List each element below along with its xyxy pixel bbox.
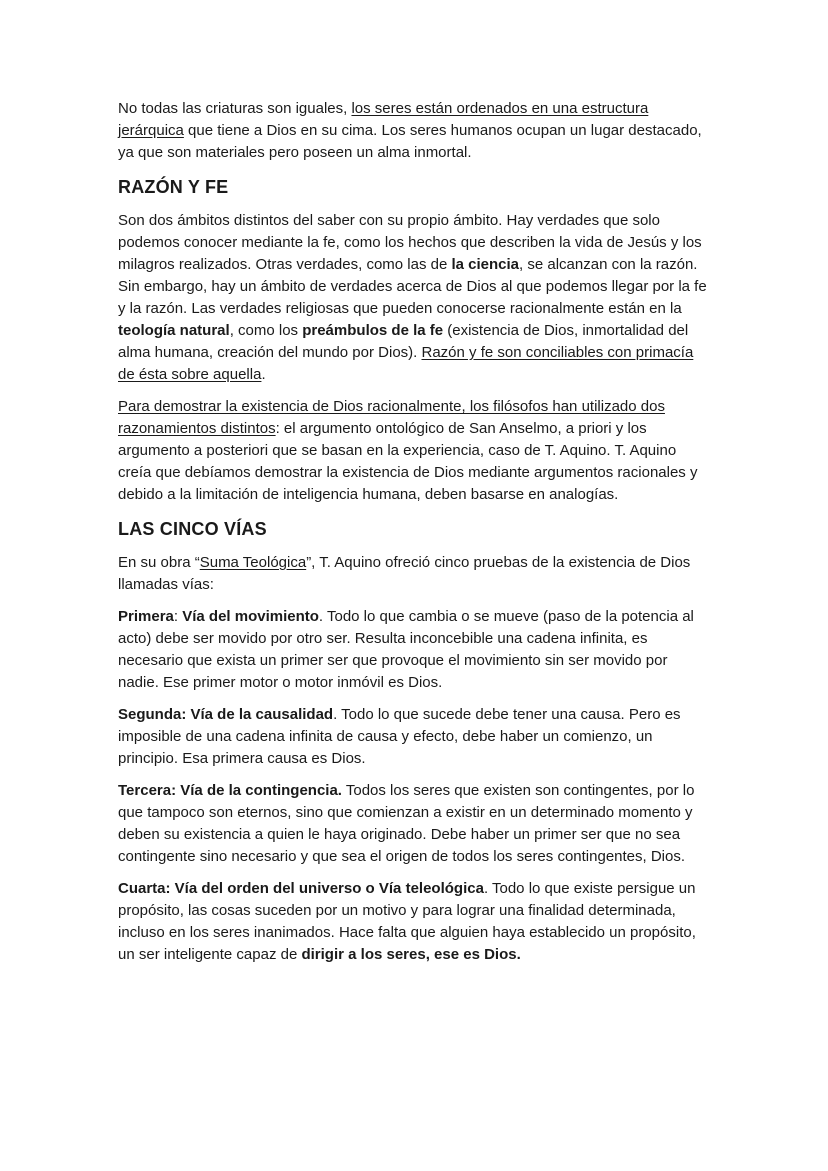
- paragraph-demostracion: [118, 396, 710, 506]
- text: ”, T. Aquino ofreció cinco pruebas de la existencia de Dios llamadas vías:: [118, 554, 691, 593]
- bold-text: teología natural: [118, 322, 230, 339]
- text: En su obra “: [118, 554, 200, 571]
- text: (existencia de Dios, inmortalidad del alma humana, creación del mundo por Dios).: [118, 322, 689, 361]
- underlined-text: los seres están ordenados en una estructura jerárquica: [118, 100, 649, 139]
- bold-text: Cuarta: Vía del orden del universo o Vía teleológica: [118, 880, 484, 897]
- text: No todas las criaturas son iguales,: [118, 100, 352, 117]
- text: : el argumento ontológico de San Anselmo, a priori y los argumento a posteriori que se basan en la experiencia, caso de T. Aquino. T. Aquino creía que debíamos demostrar la existencia de Dios mediante argumentos racionales y debido a la limitación de inteligencia humana, deben basarse en analogías.: [118, 420, 698, 503]
- underlined-text: Razón y fe son conciliables con primacía de ésta sobre aquella: [118, 344, 694, 383]
- text: . Todo lo que existe persigue un propósito, las cosas suceden por un motivo y para lograr una finalidad determinada, incluso en los seres inanimados. Hace falta que alguien haya establecido un propósito, un ser inteligente capaz de: [118, 880, 696, 963]
- bold-text: Segunda: Vía de la causalidad: [118, 706, 334, 723]
- paragraph-suma-teologica: [118, 552, 710, 596]
- text: Son dos ámbitos distintos del saber con su propio ámbito. Hay verdades que solo podemos conocer mediante la fe, como los hechos que describen la vida de Jesús y los milagros realizados. Otras verdades, como las de: [118, 212, 702, 273]
- text: :: [173, 608, 183, 625]
- text: , como los: [229, 322, 303, 339]
- underlined-text: Para demostrar la existencia de Dios racionalmente, los filósofos han utilizado dos razonamientos distintos: [118, 398, 665, 437]
- paragraph-jerarquia: [118, 98, 710, 164]
- paragraph-segunda-via: [118, 704, 710, 770]
- text: , se alcanzan con la razón. Sin embargo, hay un ámbito de verdades acerca de Dios al que podemos llegar por la fe y la razón. Las verdades religiosas que pueden conocerse racionalmente están en la: [118, 256, 707, 317]
- bold-text: la ciencia: [451, 256, 520, 273]
- heading-cinco-vias: LAS CINCO VÍAS: [118, 519, 267, 539]
- text: . Todo lo que sucede debe tener una causa. Pero es imposible de una cadena infinita de causa y efecto, debe haber un comienzo, un principio. Esa primera causa es Dios.: [118, 706, 681, 767]
- text: Todos los seres que existen son contingentes, por lo que tampoco son eternos, sino que comienzan a existir en un determinado momento y deben su existencia a quien le haya originado. Debe haber un primer ser que no sea contingente sino necesario y que sea el origen de todos los seres contingentes, Dios.: [118, 782, 695, 865]
- text: .: [261, 366, 266, 383]
- bold-text: Tercera: Vía de la contingencia.: [118, 782, 342, 799]
- paragraph-primera-via: [118, 606, 710, 694]
- bold-text: Vía del movimiento: [182, 608, 319, 625]
- bold-text: dirigir a los seres, ese es Dios.: [301, 946, 521, 963]
- bold-text: Primera: [118, 608, 174, 625]
- text: que tiene a Dios en su cima. Los seres humanos ocupan un lugar destacado, ya que son materiales pero poseen un alma inmortal.: [118, 122, 702, 161]
- heading-razon-y-fe: RAZÓN Y FE: [118, 177, 229, 197]
- paragraph-tercera-via: [118, 780, 710, 868]
- bold-text: preámbulos de la fe: [302, 322, 444, 339]
- paragraph-razon-y-fe: [118, 210, 710, 386]
- underlined-text: Suma Teológica: [199, 554, 307, 571]
- paragraph-cuarta-via: [118, 878, 710, 966]
- text: . Todo lo que cambia o se mueve (paso de la potencia al acto) debe ser movido por otro ser. Resulta inconcebible una cadena infinita, es necesario que exista un primer ser que provoque el movimiento sin ser movido por nadie. Ese primer motor o motor inmóvil es Dios.: [118, 608, 694, 691]
